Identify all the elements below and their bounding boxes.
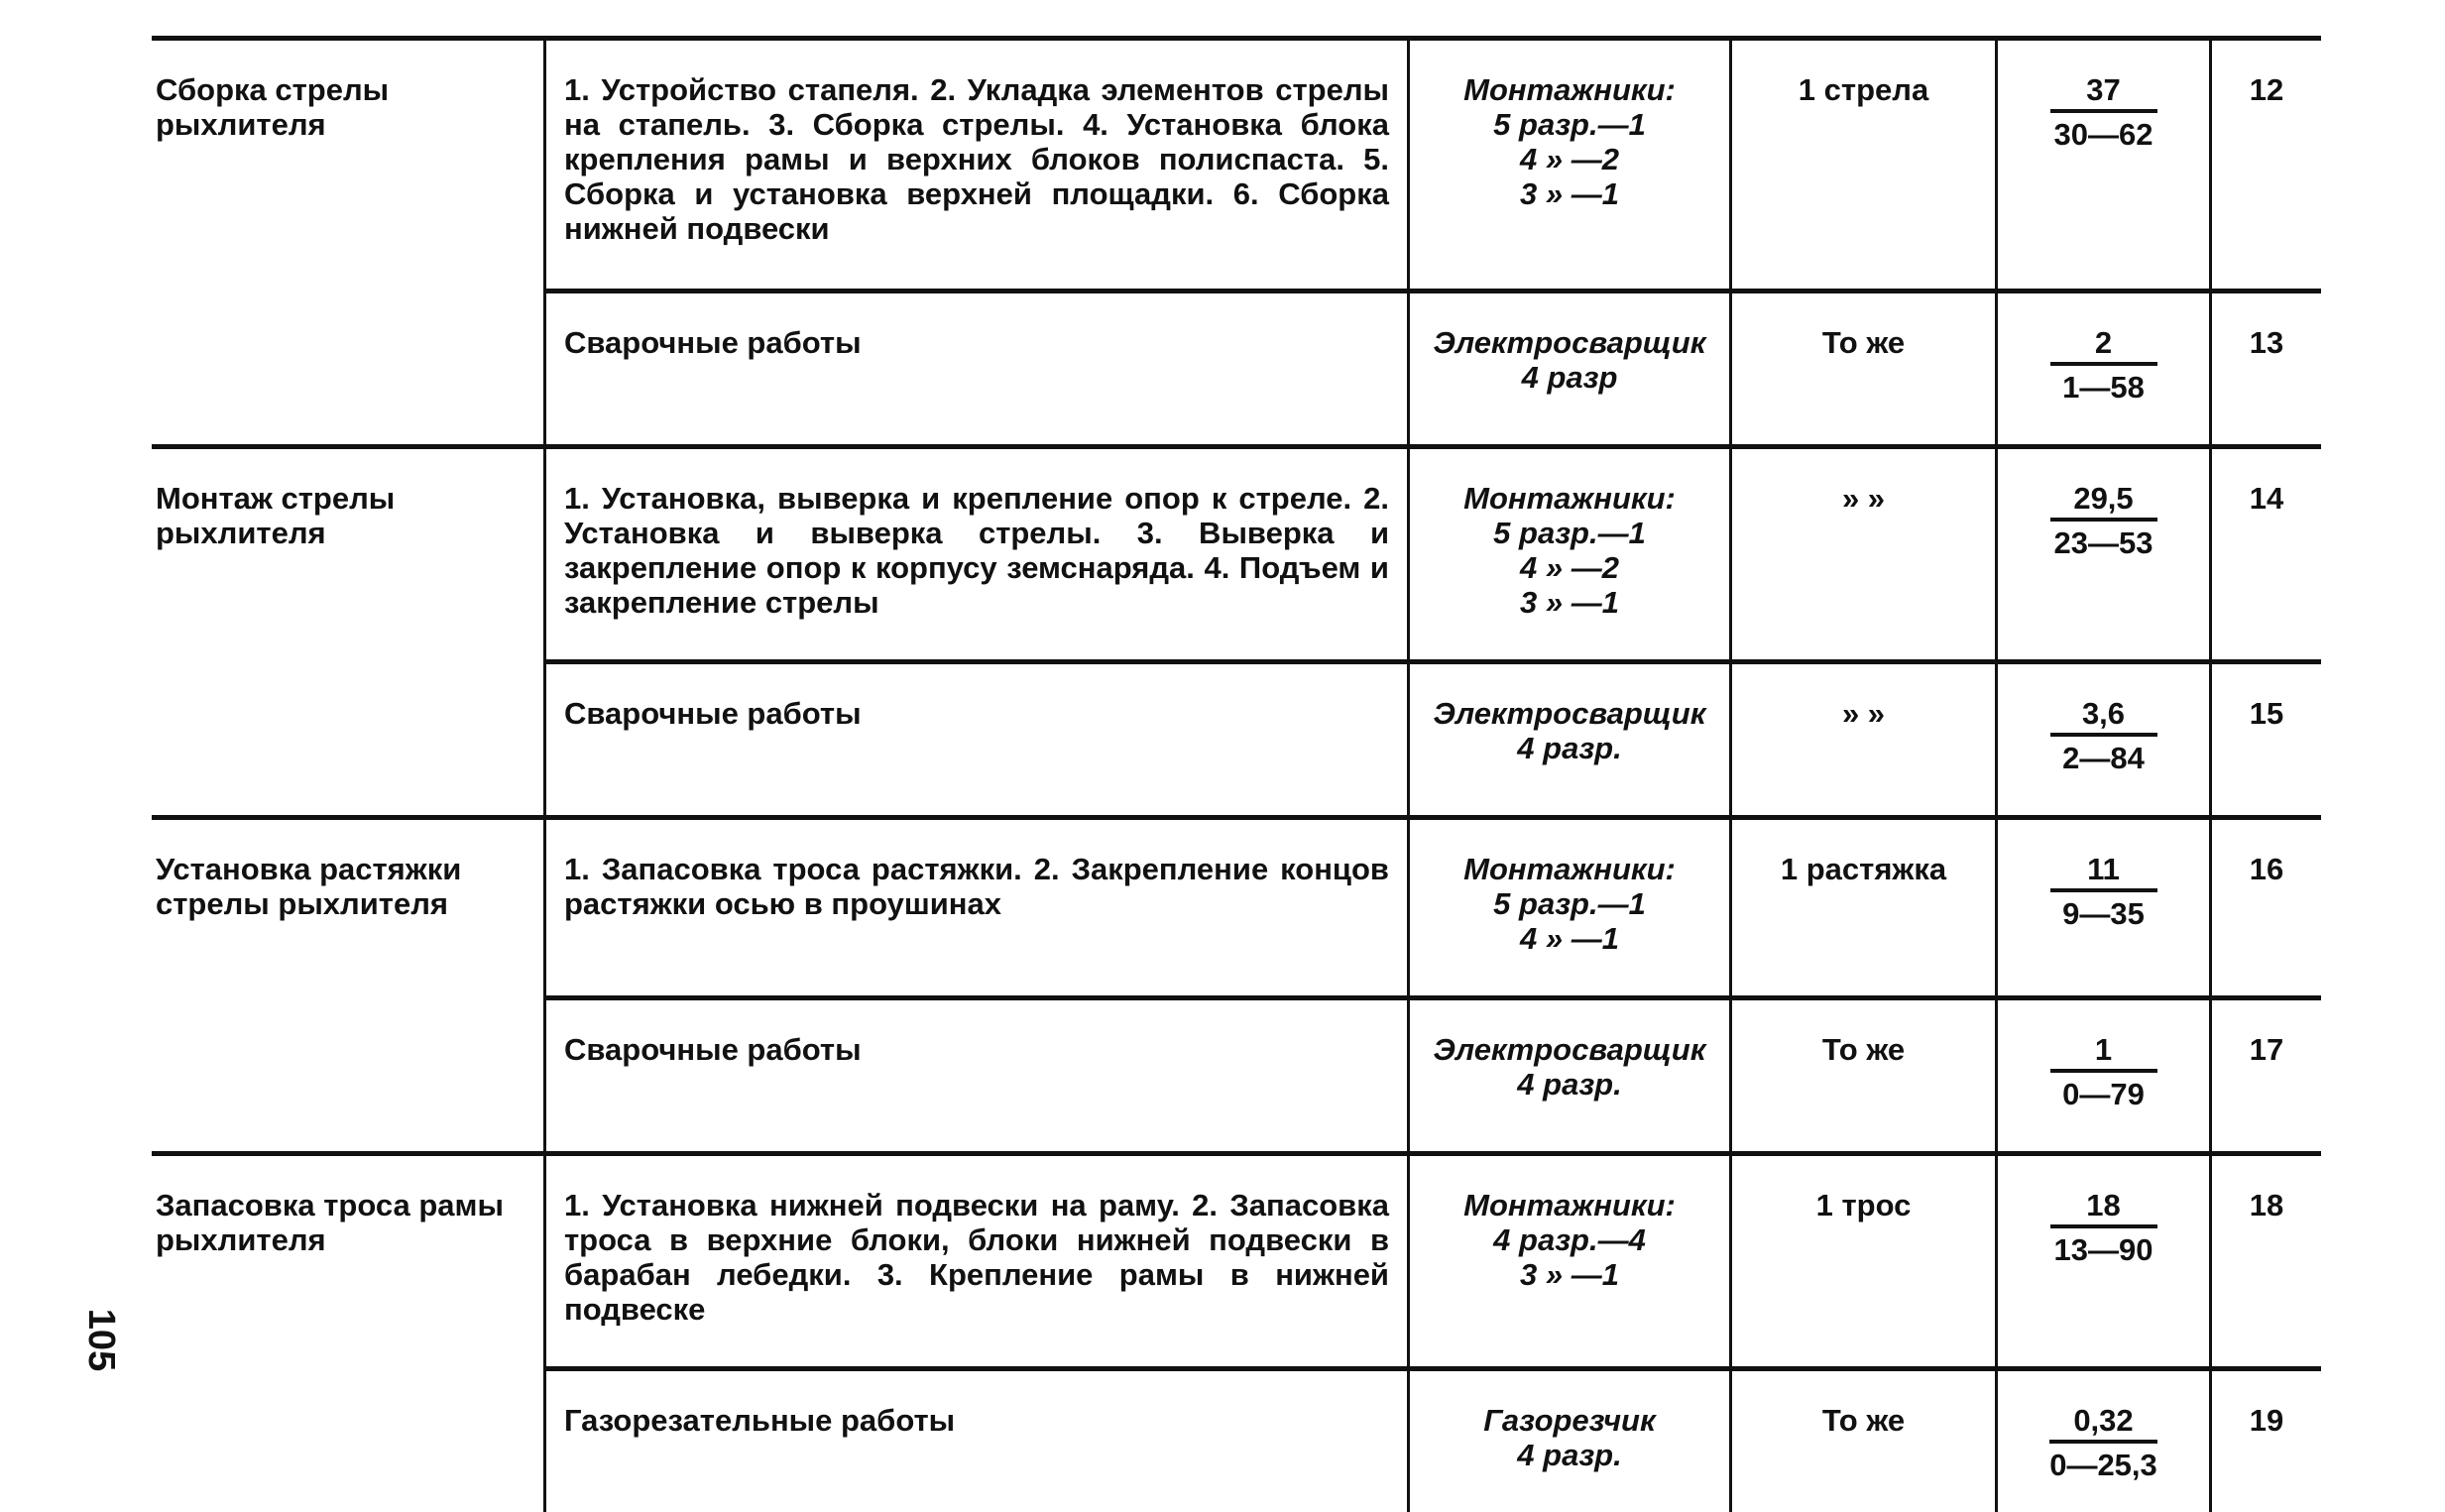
work-description-cell: 1. Установка нижней подвески на раму. 2. Запасовка троса в верхние блоки, блоки нижней подвески в барабан лебедки. 3. Крепление рамы в нижней подвеске (545, 1154, 1409, 1369)
crew-line: 5 разр.—1 (1410, 516, 1729, 550)
row-number: 17 (2211, 998, 2322, 1154)
labor-value: 18 (2050, 1188, 2157, 1228)
crew-line: 5 разр.—1 (1410, 886, 1729, 921)
unit-cell: То же (1731, 1369, 1997, 1512)
norm-cell (1997, 39, 2211, 291)
crew-cell (1409, 291, 1731, 447)
labor-value: 37 (2050, 72, 2157, 113)
cost-value: 2—84 (2050, 737, 2157, 775)
norms-table (152, 36, 2321, 1512)
cost-value: 9—35 (2050, 892, 2157, 931)
crew-line: 4 » —1 (1410, 921, 1729, 956)
crew-line: 3 » —1 (1410, 585, 1729, 620)
crew-cell (1409, 447, 1731, 662)
crew-line: 3 » —1 (1410, 176, 1729, 211)
crew-line: 4 разр. (1410, 1067, 1729, 1102)
norm-cell (1997, 1369, 2211, 1512)
section-cell: Сборка стрелы рыхлителя (152, 39, 545, 447)
labor-value: 1 (2050, 1032, 2157, 1073)
crew-line: Электросварщик (1410, 696, 1729, 731)
table-row (152, 447, 2321, 662)
row-number: 19 (2211, 1369, 2322, 1512)
crew-line: 4 » —2 (1410, 142, 1729, 176)
work-description-cell: Газорезательные работы (545, 1369, 1409, 1512)
unit-cell: То же (1731, 291, 1997, 447)
crew-cell (1409, 1154, 1731, 1369)
work-description-cell: Сварочные работы (545, 291, 1409, 447)
labor-value: 0,32 (2049, 1403, 2157, 1444)
crew-line: 3 » —1 (1410, 1257, 1729, 1292)
cost-value: 1—58 (2050, 366, 2157, 405)
crew-line: 4 » —2 (1410, 550, 1729, 585)
cost-value: 13—90 (2050, 1228, 2157, 1267)
norm-cell (1997, 662, 2211, 818)
row-number: 14 (2211, 447, 2322, 662)
unit-cell: » » (1731, 447, 1997, 662)
crew-cell (1409, 818, 1731, 998)
crew-line: Газорезчик (1410, 1403, 1729, 1438)
crew-cell (1409, 39, 1731, 291)
crew-line: 4 разр. (1410, 1438, 1729, 1472)
cost-value: 23—53 (2050, 522, 2157, 560)
norm-cell (1997, 447, 2211, 662)
cost-value: 0—25,3 (2049, 1444, 2157, 1482)
norm-cell (1997, 1154, 2211, 1369)
norm-fraction (2050, 696, 2157, 775)
labor-value: 2 (2050, 325, 2157, 366)
section-cell: Запасовка троса рамы рыхлителя (152, 1154, 545, 1512)
crew-line: 5 разр.—1 (1410, 107, 1729, 142)
row-number: 16 (2211, 818, 2322, 998)
table-row (152, 1154, 2321, 1369)
cost-value: 30—62 (2050, 113, 2157, 152)
crew-cell (1409, 998, 1731, 1154)
section-cell: Установка растяжки стрелы рыхлителя (152, 818, 545, 1154)
norm-cell (1997, 291, 2211, 447)
crew-cell (1409, 662, 1731, 818)
crew-line: Монтажники: (1410, 72, 1729, 107)
norm-fraction (2050, 852, 2157, 931)
crew-line: Монтажники: (1410, 1188, 1729, 1222)
work-description-cell: Сварочные работы (545, 662, 1409, 818)
work-description-cell: 1. Запасовка троса растяжки. 2. Закрепление концов растяжки осью в проушинах (545, 818, 1409, 998)
crew-line: 4 разр.—4 (1410, 1222, 1729, 1257)
crew-line: Электросварщик (1410, 1032, 1729, 1067)
page-number: 105 (79, 1309, 122, 1371)
norm-fraction (2050, 481, 2157, 560)
cost-value: 0—79 (2050, 1073, 2157, 1111)
unit-cell: То же (1731, 998, 1997, 1154)
row-number: 13 (2211, 291, 2322, 447)
table-row (152, 39, 2321, 291)
row-number: 12 (2211, 39, 2322, 291)
norm-fraction (2050, 1188, 2157, 1267)
crew-cell (1409, 1369, 1731, 1512)
labor-value: 3,6 (2050, 696, 2157, 737)
labor-value: 29,5 (2050, 481, 2157, 522)
work-description-cell: 1. Установка, выверка и крепление опор к стреле. 2. Установка и выверка стрелы. 3. Выверка и закрепление опор к корпусу земснаряда. 4. Подъем и закрепление стрелы (545, 447, 1409, 662)
unit-cell: 1 растяжка (1731, 818, 1997, 998)
unit-cell: 1 стрела (1731, 39, 1997, 291)
unit-cell: 1 трос (1731, 1154, 1997, 1369)
crew-line: Электросварщик (1410, 325, 1729, 360)
norm-cell (1997, 818, 2211, 998)
table-row (152, 818, 2321, 998)
labor-value: 11 (2050, 852, 2157, 892)
norm-fraction (2050, 1032, 2157, 1111)
norm-cell (1997, 998, 2211, 1154)
work-description-cell: 1. Устройство стапеля. 2. Укладка элементов стрелы на стапель. 3. Сборка стрелы. 4. Установка блока крепления рамы и верхних блоков полиспаста. 5. Сборка и установка верхней площадки. 6. Сборка нижней подвески (545, 39, 1409, 291)
unit-cell: » » (1731, 662, 1997, 818)
section-cell: Монтаж стрелы рыхлителя (152, 447, 545, 818)
norm-fraction (2050, 72, 2157, 152)
crew-line: Монтажники: (1410, 481, 1729, 516)
crew-line: 4 разр. (1410, 731, 1729, 765)
norm-fraction (2049, 1403, 2157, 1482)
work-description-cell: Сварочные работы (545, 998, 1409, 1154)
norm-fraction (2050, 325, 2157, 405)
row-number: 18 (2211, 1154, 2322, 1369)
crew-line: 4 разр (1410, 360, 1729, 395)
crew-line: Монтажники: (1410, 852, 1729, 886)
row-number: 15 (2211, 662, 2322, 818)
